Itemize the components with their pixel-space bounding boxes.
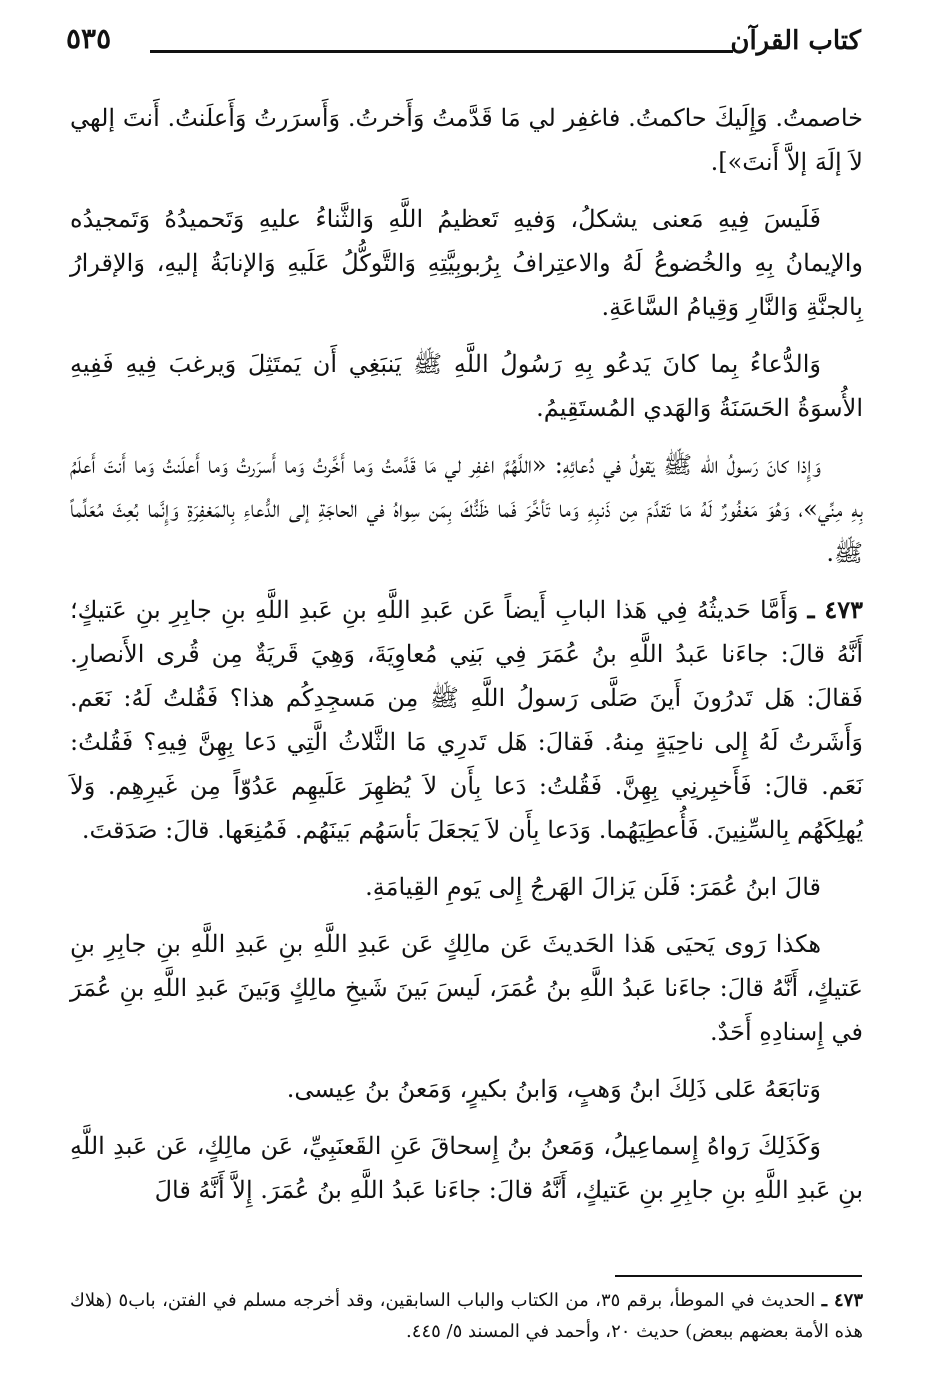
paragraph (70, 342, 863, 430)
paragraph-text: وَإِذا كانَ رَسولُ الله ﷺ يَقولُ في دُعائِهِ: «اللَّهُمَّ اغفِر لي مَا قَدَّمتُ وَما أَخَّرتُ وَما أَسرَرتُ وَما أَعلَنتُ وَما أَنتَ أَعلَمُ بِهِ مِنِّي»، وَهُوَ مَغفُورٌ لَهُ مَا تَقدَّمَ مِن ذَنبِهِ وَما تَأخَّرَ فَما ظَنُّكَ بِمَن سِواهُ في الحاجَةِ إلى الدُّعاءِ بِالمَغفِرَةِ وَإِنَّما بُعِثَ مُعَلِّماً ﷺ. (70, 451, 863, 567)
page-number: ٥٣٥ (66, 22, 112, 55)
hadith-paragraph (70, 588, 863, 852)
footnote-text: الحديث في الموطأ، برقم ٣٥، من الكتاب والباب السابقين، وقد أخرجه مسلم في الفتن، باب٥ (هلاك هذه الأمة بعضهم ببعض) حديث ٢٠، وأحمد في المسند ٥/ ٤٤٥. (70, 1290, 863, 1342)
paragraph (70, 443, 863, 575)
paragraph-text: خاصمتُ. وَإِلَيكَ حاكمتُ. فاغفِر لي مَا قَدَّمتُ وَأَخرتُ. وَأَسرَرتُ وَأَعلَنتُ. أَنتَ إلهي لاَ إلَهَ إلاَّ أَنتَ»]. (70, 104, 863, 176)
header-rule (150, 50, 733, 53)
paragraph-text: وَأَمَّا حَديثُهُ فِي هَذا البابِ أَيضاً عَن عَبدِ اللَّهِ بنِ عَبدِ اللَّهِ بنِ جابِرِ بنِ عَتيكٍ؛ أَنَّهُ قالَ: جاءَنا عَبدُ اللَّهِ بنُ عُمَرَ فِي بَنِي مُعاوِيَةَ، وَهِيَ قَريَةٌ مِن قُرى الأَنصارِ. فَقالَ: هَل تَدرُونَ أَينَ صَلَّى رَسولُ اللَّهِ ﷺ مِن مَسجِدِكُم هذا؟ فَقُلتُ لَهُ: نَعَم. وَأَشَرتُ لَهُ إِلى ناحِيَةٍ مِنهُ. فَقالَ: هَل تَدرِي مَا الثَّلاثُ الَّتِي دَعا بِهِنَّ فِيهِ؟ فَقُلتُ: نَعَم. قالَ: فَأَخبِرنِي بِهِنَّ. فَقُلتُ: دَعا بِأَن لاَ يُظهِرَ عَلَيهِم عَدُوّاً مِن غَيرِهِم. وَلاَ يُهلِكَهُم بِالسِّنِينَ. فَأُعطِيَهُما. وَدَعا بِأَن لاَ يَجعَلَ بَأسَهُم بَينَهُم. فَمُنِعَها. قالَ: صَدَقتَ. (70, 596, 864, 844)
paragraph (70, 865, 863, 909)
paragraph-text: قالَ ابنُ عُمَرَ: فَلَن يَزالَ الهَرجُ إِلى يَومِ القِيامَةِ. (365, 873, 821, 901)
paragraph-text: فَلَيسَ فِيهِ مَعنى يشكلُ، وَفيهِ تَعظيمُ اللَّهِ وَالثَّناءُ عليهِ وَتَحميدُهُ وَتَمجيدُه والإيمانُ بِهِ والخُضوعُ لَهُ والاعتِرافُ بِرُبوبِيَّتِهِ وَالتَّوكُّلُ عَلَيهِ وَالإنابَةُ إليهِ، وَالإقرارُ بِالجنَّةِ وَالنَّارِ وَقِيامُ السَّاعَةِ. (70, 205, 863, 321)
paragraph (70, 1067, 863, 1111)
paragraph (70, 922, 863, 1054)
paragraph (70, 197, 863, 329)
footnote-rule (615, 1275, 862, 1277)
footnote-number: ٤٧٣ ـ (821, 1290, 863, 1311)
footnote (70, 1285, 863, 1347)
paragraph (70, 1124, 863, 1212)
page-header (66, 22, 861, 68)
paragraph (70, 96, 863, 184)
main-text (70, 96, 863, 1225)
paragraph-text: وَالدُّعاءُ بِما كانَ يَدعُو بِهِ رَسُولُ اللَّهِ ﷺ يَنبَغِي أَن يَمتَثِلَ وَيرغبَ فِيهِ فَفِيهِ الأُسوَةُ الحَسَنَةُ وَالهَدي المُستَقِيمُ. (70, 350, 863, 422)
chapter-title: كتاب القرآن (730, 26, 861, 56)
hadith-number: ٤٧٣ ـ (807, 595, 864, 624)
footnote-paragraph (70, 1285, 863, 1347)
paragraph-text: وَكَذَلِكَ رَواهُ إِسماعِيلُ، وَمَعنُ بنُ إِسحاقَ عَنِ القَعنَبِيِّ، عَن مالِكٍ، عَن عَبدِ اللَّهِ بنِ عَبدِ اللَّهِ بنِ جابِرِ بنِ عَتيكٍ، أَنَّهُ قالَ: جاءَنا عَبدُ اللَّهِ بنُ عُمَرَ. إِلاَّ أَنَّهُ قالَ (70, 1132, 863, 1204)
paragraph-text: وَتابَعَهُ عَلى ذَلِكَ ابنُ وَهبٍ، وَابنُ بكيرٍ، وَمَعنُ بنُ عِيسى. (286, 1075, 821, 1103)
paragraph-text: هكذا رَوى يَحيَى هَذا الحَديثَ عَن مالِكٍ عَن عَبدِ اللَّهِ بنِ عَبدِ اللَّهِ بنِ جابِرِ بنِ عَتيكٍ، أَنَّهُ قالَ: جاءَنا عَبدُ اللَّهِ بنُ عُمَرَ، لَيسَ بَينَ شَيخِ مالِكٍ وَبَينَ عَبدِ اللَّهِ بنِ عُمَرَ في إِسنادِهِ أَحَدٌ. (70, 930, 863, 1046)
